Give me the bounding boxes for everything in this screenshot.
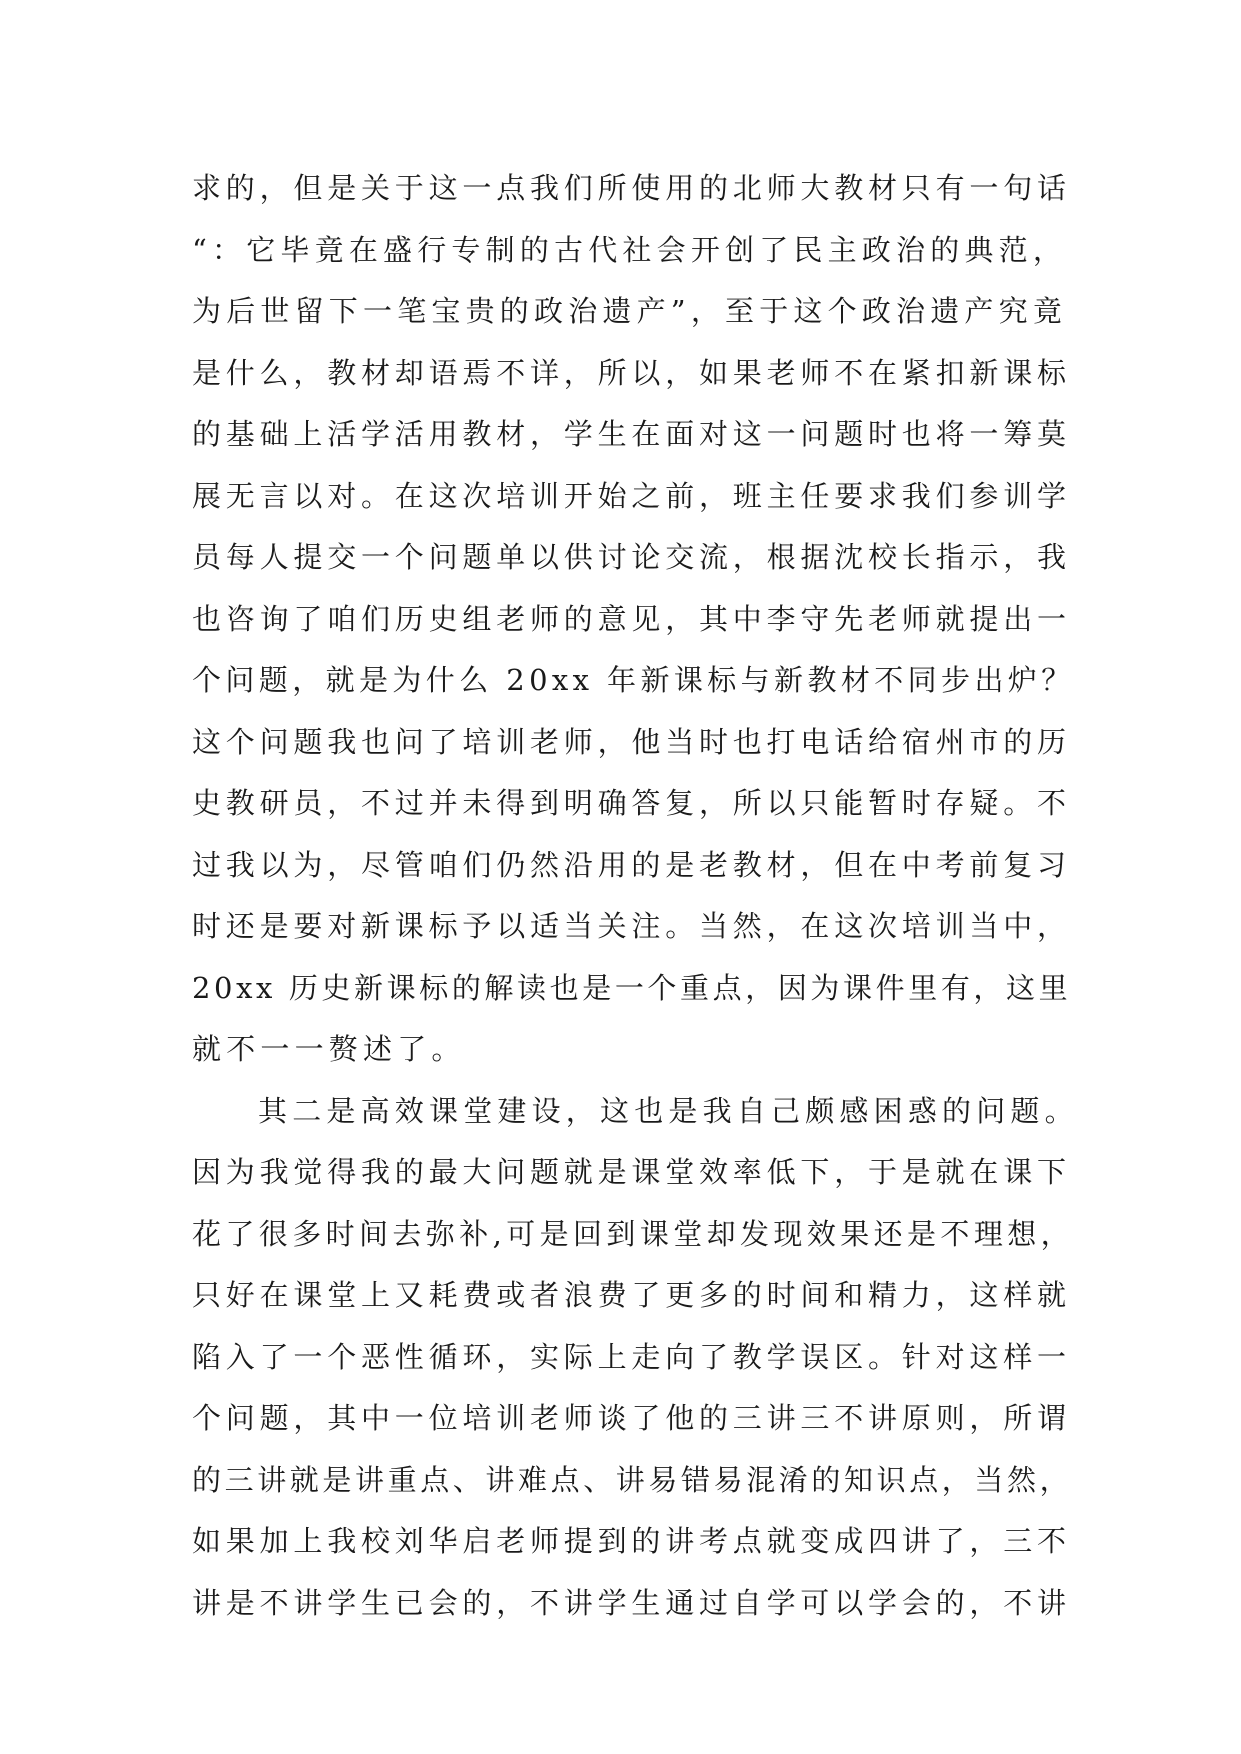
text-line: 只好在课堂上又耗费或者浪费了更多的时间和精力，这样就 [192, 1278, 1071, 1312]
text-line: 时还是要对新课标予以适当关注。当然，在这次培训当中， [192, 909, 1071, 943]
text-line: 过我以为，尽管咱们仍然沿用的是老教材，但在中考前复习 [192, 847, 1071, 882]
text-line: 因为我觉得我的最大问题就是课堂效率低下，于是就在课下 [192, 1155, 1071, 1189]
text-line: 是什么，教材却语焉不详，所以，如果老师不在紧扣新课标 [192, 355, 1071, 390]
text-line: 就不一一赘述了。 [192, 1032, 466, 1066]
text-line: 20xx 历史新课标的解读也是一个重点，因为课件里有，这里 [192, 970, 1072, 1005]
text-line: “：它毕竟在盛行专制的古代社会开创了民主政治的典范， [192, 232, 1068, 267]
body-text [192, 158, 1079, 1634]
text-line: 展无言以对。在这次培训开始之前，班主任要求我们参训学 [192, 478, 1071, 513]
text-line: 的三讲就是讲重点、讲难点、讲易错易混淆的知识点，当然， [192, 1462, 1073, 1497]
text-line: 为后世留下一笔宝贵的政治遗产”，至于这个政治遗产究竟 [192, 294, 1068, 328]
text-line: 陷入了一个恶性循环，实际上走向了教学误区。针对这样一 [192, 1339, 1071, 1374]
text-line: 的基础上活学活用教材，学生在面对这一问题时也将一筹莫 [192, 417, 1071, 451]
text-line: 员每人提交一个问题单以供讨论交流，根据沈校长指示，我 [192, 540, 1071, 574]
text-line: 个问题，其中一位培训老师谈了他的三讲三不讲原则，所谓 [192, 1401, 1071, 1435]
text-line: 求的，但是关于这一点我们所使用的北师大教材只有一句话 [192, 171, 1071, 205]
paragraph-start-line: 其二是高效课堂建设，这也是我自己颇感困惑的问题。 [258, 1093, 1079, 1128]
text-line: 花了很多时间去弥补,可是回到课堂却发现效果还是不理想， [192, 1216, 1075, 1251]
text-line: 如果加上我校刘华启老师提到的讲考点就变成四讲了，三不 [192, 1524, 1071, 1558]
text-line: 个问题，就是为什么 20xx 年新课标与新教材不同步出炉？ [192, 663, 1075, 697]
text-line: 也咨询了咱们历史组老师的意见，其中李守先老师就提出一 [192, 601, 1071, 636]
text-line: 讲是不讲学生已会的，不讲学生通过自学可以学会的，不讲 [192, 1585, 1071, 1620]
text-line: 史教研员，不过并未得到明确答复，所以只能暂时存疑。不 [192, 786, 1071, 820]
text-line: 这个问题我也问了培训老师，他当时也打电话给宿州市的历 [192, 724, 1071, 759]
